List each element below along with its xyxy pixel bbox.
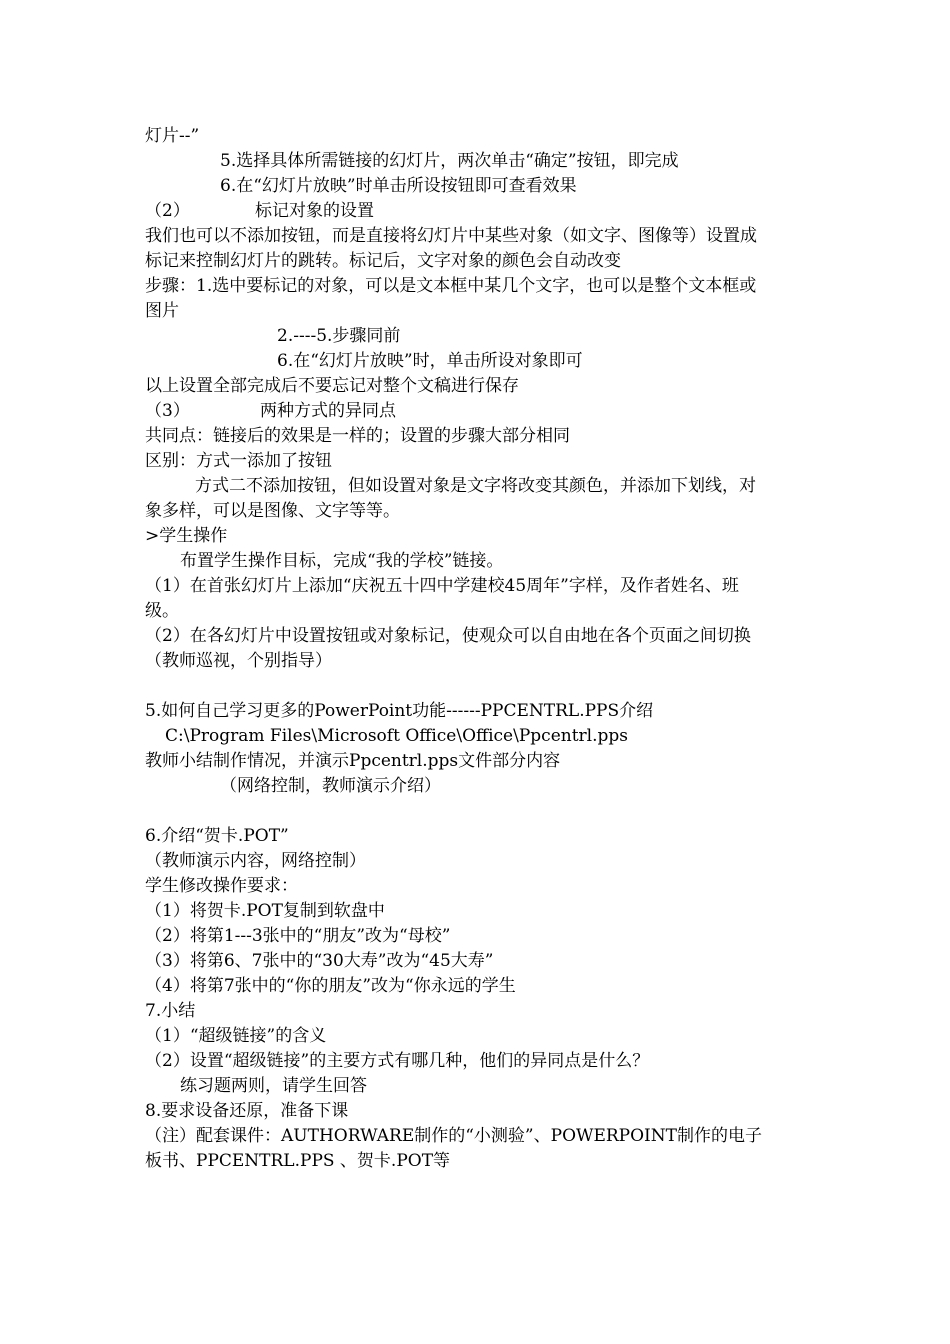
text-line: （教师演示内容，网络控制） — [145, 851, 366, 871]
text-line: 5.如何自己学习更多的PowerPoint功能------PPCENTRL.PPS介绍 — [145, 701, 654, 721]
section-number: （2） — [145, 201, 190, 221]
text-line: 8.要求设备还原，准备下课 — [145, 1101, 349, 1121]
text-line: （4）将第7张中的“你的朋友”改为“你永远的学生 — [145, 976, 516, 996]
text-line: 6.介绍“贺卡.POT” — [145, 826, 289, 846]
text-line: 5.选择具体所需链接的幻灯片，两次单击“确定”按钮，即完成 — [220, 151, 679, 171]
text-line: >学生操作 — [145, 526, 228, 546]
text-line: 布置学生操作目标，完成“我的学校”链接。 — [180, 551, 504, 571]
text-line: 以上设置全部完成后不要忘记对整个文稿进行保存 — [145, 376, 519, 396]
text-line: （注）配套课件：AUTHORWARE制作的“小测验”、POWERPOINT制作的电子 — [145, 1126, 762, 1146]
section-heading: 两种方式的异同点 — [260, 401, 396, 421]
text-line — [145, 199, 810, 223]
text-line — [145, 399, 810, 423]
text-line: 方式二不添加按钮，但如设置对象是文字将改变其颜色，并添加下划线，对 — [195, 476, 756, 496]
text-line: 标记来控制幻灯片的跳转。标记后，文字对象的颜色会自动改变 — [145, 251, 621, 271]
section-number: （3） — [145, 401, 190, 421]
text-line: 我们也可以不添加按钮，而是直接将幻灯片中某些对象（如文字、图像等）设置成 — [145, 226, 757, 246]
text-line: （2）设置“超级链接”的主要方式有哪几种，他们的异同点是什么？ — [145, 1051, 650, 1071]
text-line: 学生修改操作要求： — [145, 876, 298, 896]
text-line: 2.----5.步骤同前 — [277, 326, 401, 346]
text-line: 象多样，可以是图像、文字等等。 — [145, 501, 400, 521]
text-line: （2）将第1---3张中的“朋友”改为“母校” — [145, 926, 451, 946]
text-line: （1）“超级链接”的含义 — [145, 1026, 327, 1046]
text-line: 7.小结 — [145, 1001, 196, 1021]
text-line: （1）将贺卡.POT复制到软盘中 — [145, 901, 385, 921]
text-line: 步骤：1.选中要标记的对象，可以是文本框中某几个文字，也可以是整个文本框或 — [145, 276, 757, 296]
text-line: C:\Program Files\Microsoft Office\Office\Ppcentrl.pps — [165, 726, 628, 746]
text-line: （3）将第6、7张中的“30大寿”改为“45大寿” — [145, 951, 494, 971]
text-line: 6.在“幻灯片放映”时，单击所设对象即可 — [277, 351, 583, 371]
text-line: 教师小结制作情况，并演示Ppcentrl.pps文件部分内容 — [145, 751, 561, 771]
section-heading: 标记对象的设置 — [255, 201, 374, 221]
text-line: 灯片--” — [145, 126, 200, 146]
text-line: 图片 — [145, 301, 179, 321]
text-line: 板书、PPCENTRL.PPS 、贺卡.POT等 — [145, 1151, 451, 1171]
text-line: （2）在各幻灯片中设置按钮或对象标记，使观众可以自由地在各个页面之间切换 — [145, 626, 751, 646]
text-line: 级。 — [145, 601, 179, 621]
text-line: 区别：方式一添加了按钮 — [145, 451, 332, 471]
text-line: 练习题两则，请学生回答 — [180, 1076, 367, 1096]
text-line: 共同点：链接后的效果是一样的；设置的步骤大部分相同 — [145, 426, 570, 446]
text-line: （教师巡视，个别指导） — [145, 651, 332, 671]
text-line: （1）在首张幻灯片上添加“庆祝五十四中学建校45周年”字样，及作者姓名、班 — [145, 576, 739, 596]
text-line: 6.在“幻灯片放映”时单击所设按钮即可查看效果 — [220, 176, 577, 196]
text-line: （网络控制，教师演示介绍） — [220, 776, 441, 796]
